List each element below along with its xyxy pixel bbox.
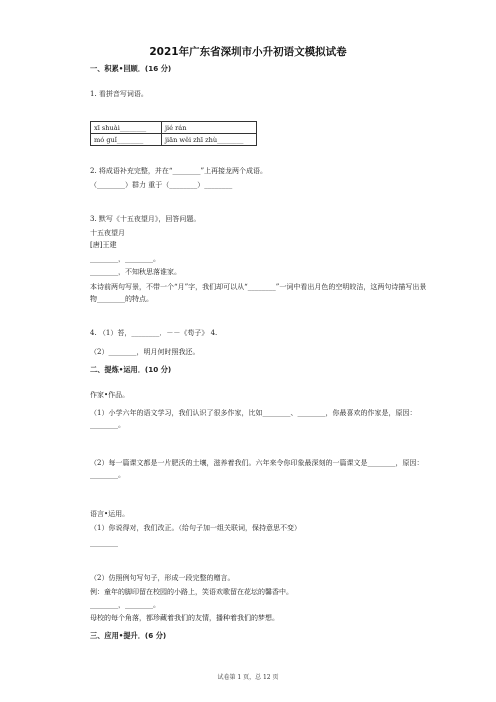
poem-author: [唐]王建 (90, 241, 117, 249)
question-language-1: （1）你说得对，我们改正。（给句子加一组关联词，保持意思不变） (90, 524, 301, 532)
question-4-line-1: 4. （1）苔，________．－－《苟子》 4. (90, 329, 218, 337)
poem-line-2: ________，不知秋思落谁家。 (90, 268, 181, 276)
closing-sentence: 母校的每个角落，都珍藏着我们的友情，播种着我们的梦想。 (90, 614, 279, 622)
question-language-1-blank: ________ (90, 539, 118, 547)
table-cell: jié rán (162, 122, 257, 134)
question-3-label: 3. 默写《十五夜望月》，回答问题。 (90, 215, 201, 223)
section-1-heading: 一、积累•回顾．(16 分) (90, 64, 172, 73)
question-4-line-2: （2）________，明月何时照我还。 (90, 348, 200, 356)
example-sentence: 例：童年的脚印留在校园的小路上，笑语欢歌留在花坛的馨香中。 (90, 588, 293, 596)
question-3-prompt: 本诗前两句写景，不带一个“月”字，我们却可以从“________”一词中看出月色的空明皎洁，这两句诗描写出景物________的特点。 (90, 283, 427, 303)
question-language-2: （2）仿照例句写句子，形成一段完整的赠言。 (90, 574, 235, 582)
page-title: 2021年广东省深圳市小升初语文模拟试卷 (149, 46, 347, 58)
section-2-heading: 二、提炼•运用．(10 分) (90, 365, 172, 374)
table-row (91, 134, 257, 146)
table-row (91, 122, 257, 134)
poem-line-1: ________，________。 (90, 255, 160, 263)
answer-blanks: ________，________。 (90, 601, 160, 609)
pinyin-table (90, 121, 257, 146)
table-cell: mó guǐ________ (91, 134, 162, 146)
question-authors-1: （1）小学六年的语文学习，我们认识了很多作家，比如________、________，你最喜欢的作家是，原因：________。 (90, 409, 417, 429)
question-2-label: 2. 将成语补充完整，并在“________”上再接龙两个成语。 (90, 167, 268, 175)
subsection-authors-heading: 作家•作品。 (90, 391, 130, 399)
table-cell: jiān wěi zhī zhù________ (162, 134, 257, 146)
page-footer: 试卷第 1 页，总 12 页 (217, 674, 279, 681)
poem-title: 十五夜望月 (90, 229, 125, 237)
subsection-language-heading: 语言•运用。 (90, 510, 130, 518)
section-3-heading: 三、应用•提升．(6 分) (90, 631, 167, 640)
question-authors-2: （2）每一篇课文都是一片肥沃的土壤，滋养着我们。六年来令你印象最深刻的一篇课文是________，原因：________。 (90, 459, 424, 479)
question-1-label: 1. 看拼音写词语。 (90, 90, 148, 98)
table-cell: xī shuài________ (91, 122, 162, 134)
question-2-blanks: （________）群力 重于（________）________ (90, 181, 233, 189)
